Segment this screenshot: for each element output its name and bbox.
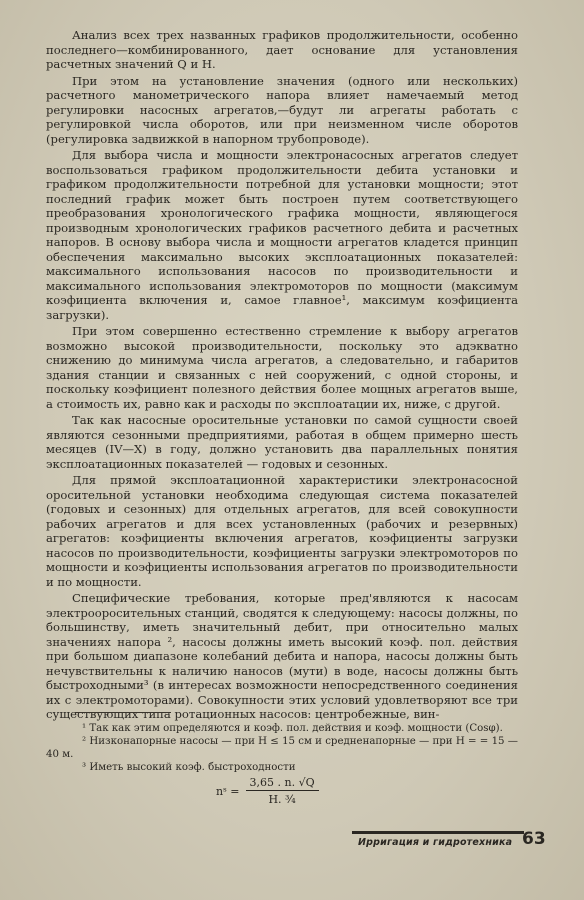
page-number: 63 [522,829,546,849]
formula-lhs: nˢ = [216,784,240,798]
body-text [46,28,518,724]
paragraph-1: Анализ всех трех названных графиков продолжительности, особенно последнего—комбинированного, дает основание для установления расчетных значений Q и H. [46,28,518,71]
paragraph-2: При этом на установление значения (одного или нескольких) расчетного манометрического напора влияет намечаемый метод регулировки насосных агрегатов,—будут ли агрегаты работать с регулировкой числа оборотов, или при неизменном числе оборотов (регулировка задвижкой в напорном трубопроводе). [46,73,518,146]
formula-fraction [246,776,319,806]
journal-title: Ирригация и гидротехника [358,837,513,848]
paragraph-4: При этом совершенно естественно стремление к выбору агрегатов возможно высокой производительности, поскольку это адэкватно снижению до минимума числа агрегатов, а следовательно, и габаритов здания станции и связанных с ней сооружений, с одной стороны, и поскольку коэфициент полезного действия более мощных агрегатов выше, а стоимость их, равно как и расходы по эксплоатации их, ниже, с другой. [46,324,518,411]
paragraph-6: Для прямой эксплоатационной характеристики электронасосной оросительной установки необходима следующая система показателей (годовых и сезонных) для отдельных агрегатов, для всей совокупности рабочих агрегатов и для всех установленных (рабочих и резервных) агрегатов: коэфициенты включения агрегатов, коэфициенты загрузки насосов по производительности, коэфициенты загрузки электромоторов по мощности и коэфициенты использования агрегатов по производительности и по мощности. [46,473,518,589]
footer-rule [352,831,524,834]
footnote-1: ¹ Так как этим определяются и коэф. пол. действия и коэф. мощности (Cosφ). [82,723,503,734]
paragraph-7: Специфические требования, которые пред'являются к насосам электрооросительных станций, сводятся к следующему: насосы должны, по большинству, иметь значительный дебит, при относительно малых значениях напора ², насосы должны иметь высокий коэф. пол. действия при большом диапазоне колебаний дебита и напора, насосы должны быть нечувствительны к наличию наносов (мути) в воде, насосы должны быть быстроходными³ (в интересах возможности непосредственного соединения их с электромоторами). Совокупности этих условий удовлетворяют все три существующих типа ротационных насосов: центробежные, вин- [46,591,518,721]
formula-denominator: H. ³⁄₄ [268,793,296,806]
footnotes [46,722,518,774]
footnote-2: ² Низконапорные насосы — при H ≤ 15 см и средненапорные — при H = = 15 — 40 м. [46,736,518,760]
speed-formula [216,776,319,806]
footnote-3: ³ Иметь высокий коэф. быстроходности [82,762,296,773]
paragraph-3: Для выбора числа и мощности электронасосных агрегатов следует воспользоваться графиком продолжительности дебита установки и графиком продолжительности потребной для установки мощности; этот последний график может быть построен путем соответствующего преобразования хронологического графика мощности, являющегося производным хронологических графиков расчетного дебита и расчетных напоров. В основу выбора числа и мощности агрегатов кладется принцип обеспечения максимально высоких эксплоатационных показателей: максимального использования насосов по производительности и максимального использования электромоторов по мощности (максимум коэфициента включения и, самое главное¹, максимум коэфициента загрузки). [46,148,518,322]
formula-numerator: 3,65 . n. √Q [246,776,319,791]
footnote-divider [75,712,171,713]
paragraph-5: Так как насосные оросительные установки по самой сущности своей являются сезонными предприятиями, работая в общем примерно шесть месяцев (IV—X) в году, должно установить два параллельных понятия эксплоатационных показателей — годовых и сезонных. [46,413,518,471]
